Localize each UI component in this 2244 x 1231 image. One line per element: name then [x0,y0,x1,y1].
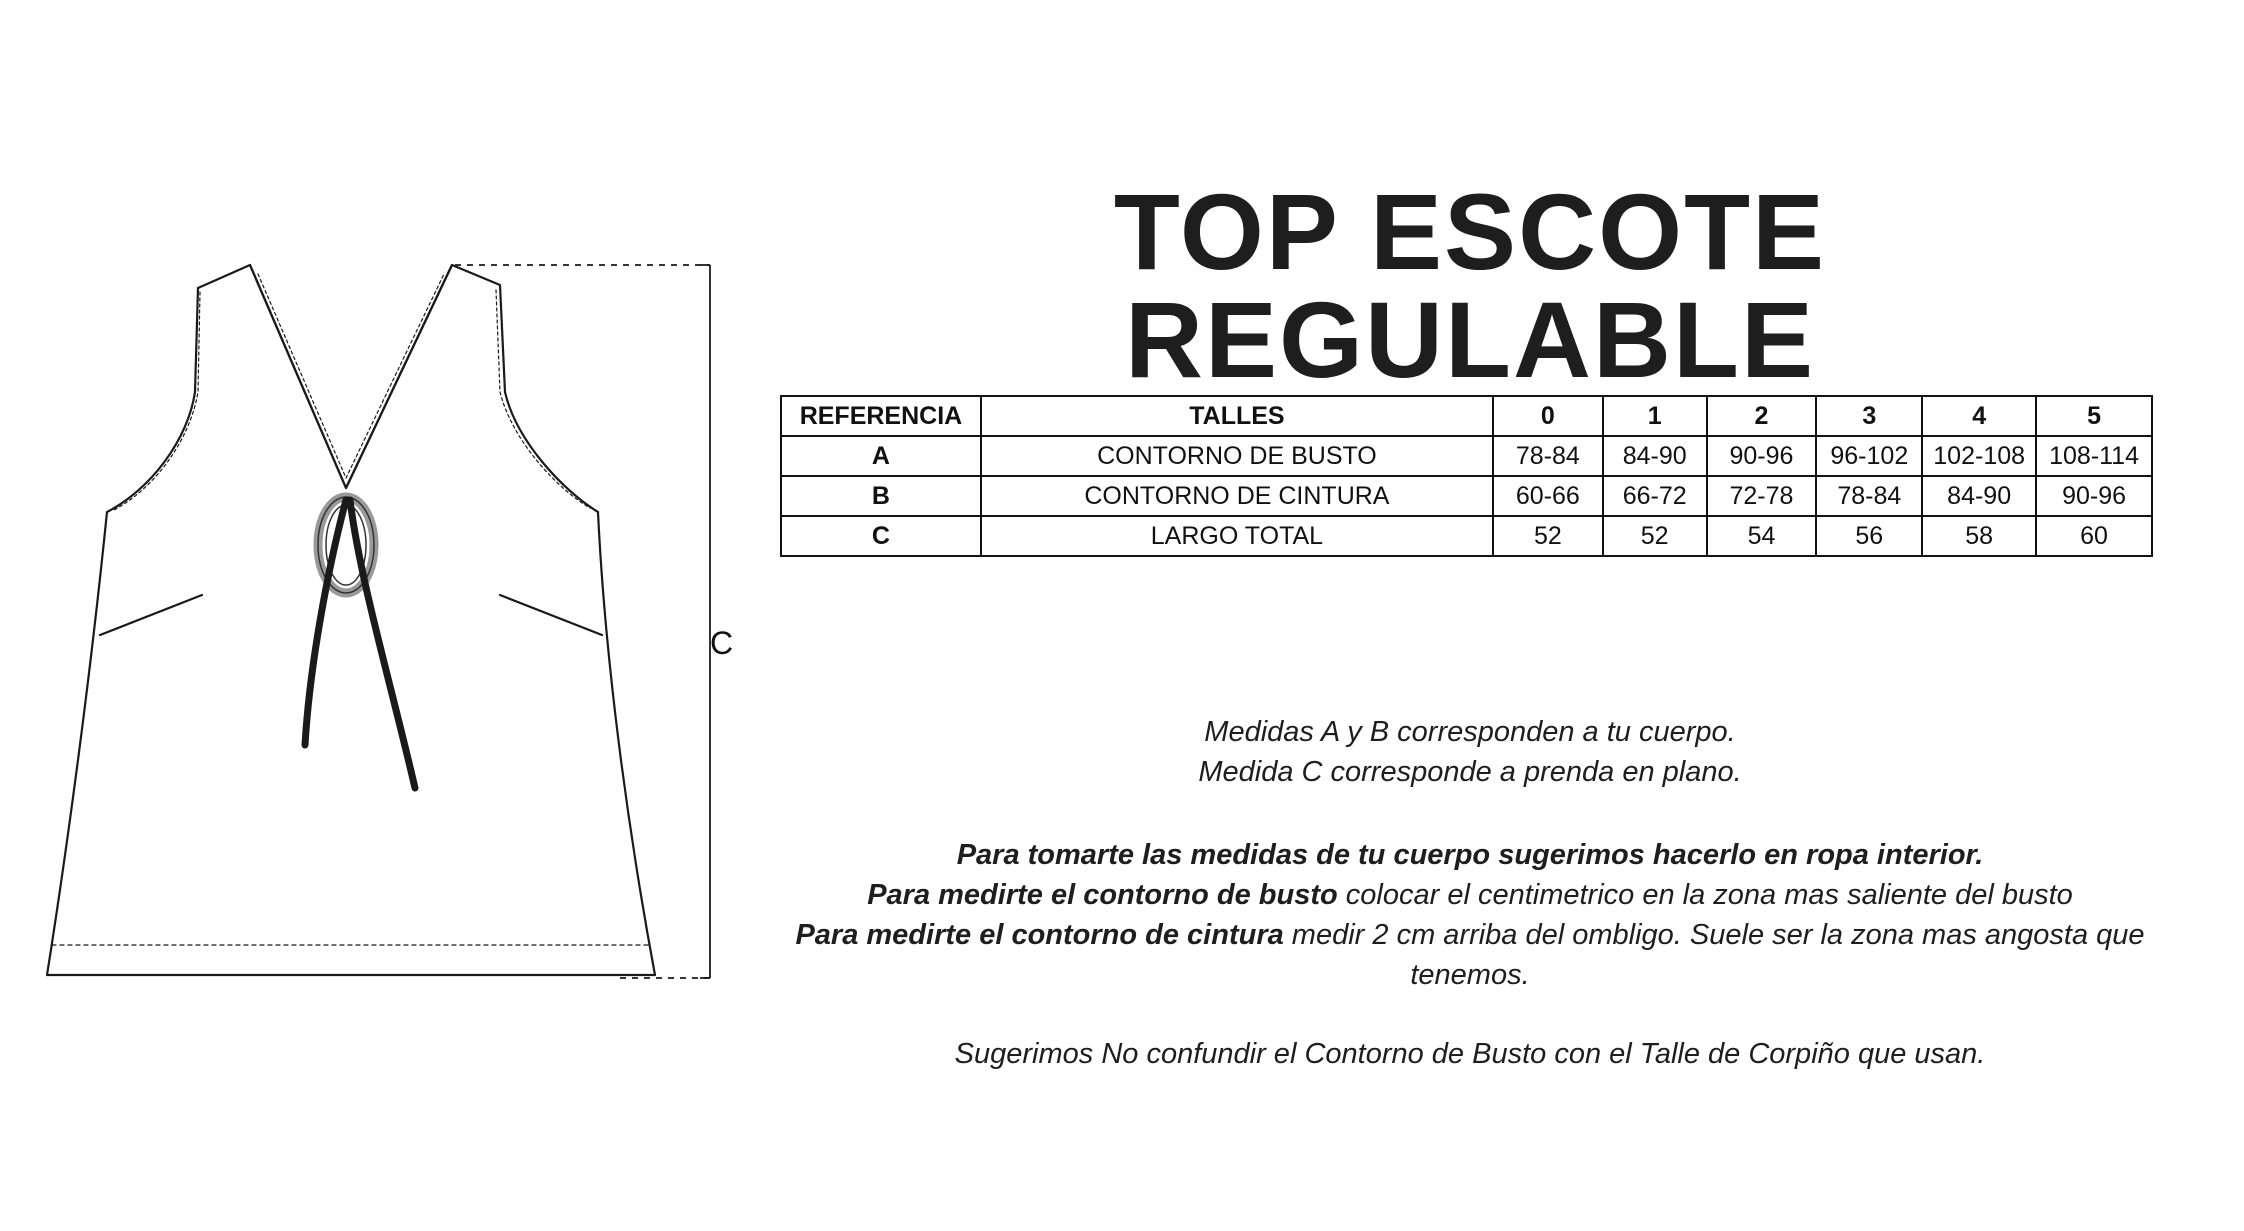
note-line: colocar el centimetrico en la zona mas saliente del busto [1337,879,2073,911]
value-cell: 52 [1603,516,1707,556]
note-line: medir 2 cm arriba del ombligo. Suele ser la zona mas angosta que tenemos. [1283,919,2145,991]
ref-cell: B [781,476,981,516]
note-line: Medida C corresponde a prenda en plano. [1198,756,1742,788]
note-line: Medidas A y B corresponden a tu cuerpo. [1204,716,1736,748]
ref-cell: A [781,436,981,476]
value-cell: 58 [1922,516,2036,556]
measure-label-c: C [710,625,734,661]
note-line-bold: Para tomarte las medidas de tu cuerpo sugerimos hacerlo en ropa interior. [956,839,1984,871]
suggestion-note [760,1034,2180,1074]
table-header-row [781,396,2152,436]
value-cell: 78-84 [1493,436,1603,476]
value-cell: 96-102 [1816,436,1922,476]
header-cell: REFERENCIA [781,396,981,436]
value-cell: 72-78 [1707,476,1817,516]
value-cell: 84-90 [1603,436,1707,476]
measure-name-cell: CONTORNO DE CINTURA [981,476,1493,516]
how-to-measure-notes [760,835,2180,995]
note-line: Sugerimos No confundir el Contorno de Busto con el Talle de Corpiño que usan. [954,1038,1986,1070]
measure-name-cell: LARGO TOTAL [981,516,1493,556]
measurement-notes [760,712,2180,792]
header-cell: 4 [1922,396,2036,436]
header-cell: 2 [1707,396,1817,436]
value-cell: 102-108 [1922,436,2036,476]
value-cell: 90-96 [1707,436,1817,476]
header-cell: 0 [1493,396,1603,436]
header-cell: 1 [1603,396,1707,436]
value-cell: 84-90 [1922,476,2036,516]
measure-name-cell: CONTORNO DE BUSTO [981,436,1493,476]
ref-cell: C [781,516,981,556]
note-bold-lead: Para medirte el contorno de busto [867,879,1338,911]
value-cell: 56 [1816,516,1922,556]
size-table [780,395,2153,557]
value-cell: 90-96 [2036,476,2152,516]
measure-line-c [455,265,710,978]
garment-drawing [0,0,760,1231]
value-cell: 60 [2036,516,2152,556]
value-cell: 108-114 [2036,436,2152,476]
table-row [781,476,2152,516]
value-cell: 52 [1493,516,1603,556]
value-cell: 60-66 [1493,476,1603,516]
value-cell: 78-84 [1816,476,1922,516]
bust-dart-left [100,595,202,635]
header-cell: TALLES [981,396,1493,436]
header-cell: 3 [1816,396,1922,436]
header-cell: 5 [2036,396,2152,436]
bust-dart-right [500,595,602,635]
value-cell: 66-72 [1603,476,1707,516]
table-row [781,516,2152,556]
table-row [781,436,2152,476]
value-cell: 54 [1707,516,1817,556]
note-bold-lead: Para medirte el contorno de cintura [795,919,1284,951]
neckline [250,265,452,488]
page-title: TOP ESCOTE REGULABLE [1113,171,1827,400]
